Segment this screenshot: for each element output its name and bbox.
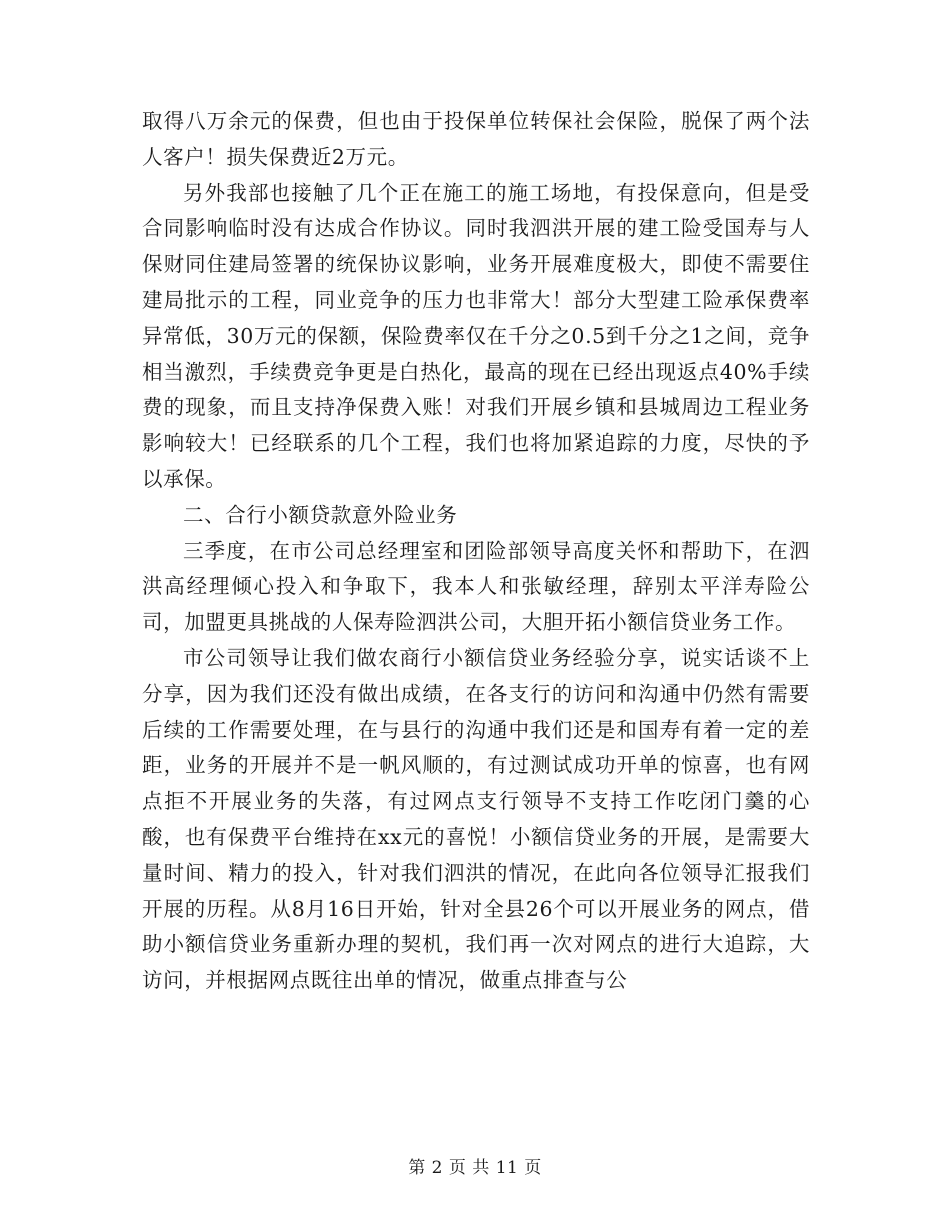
paragraph-2: 另外我部也接触了几个正在施工的施工场地，有投保意向，但是受合同影响临时没有达成合作协议。同时我泗洪开展的建工险受国寿与人保财同住建局签署的统保协议影响，业务开展难度极大，即使不需要住建局批示的工程，同业竞争的压力也非常大！部分大型建工险承保费率异常低，30万元的保额，保险费率仅在千分之0.5到千分之1之间，竞争相当激烈，手续费竞争更是白热化，最高的现在已经出现返点40%手续费的现象，而且支持净保费入账！对我们开展乡镇和县城周边工程业务影响较大！已经联系的几个工程，我们也将加紧追踪的力度，尽快的予以承保。	[142, 180, 810, 491]
section-heading: 二、合行小额贷款意外险业务	[183, 502, 458, 527]
page-footer: 第 2 页 共 11 页	[408, 1158, 542, 1178]
paragraph-4: 市公司领导让我们做农商行小额信贷业务经验分享，说实话谈不上分享，因为我们还没有做出成绩，在各支行的访问和沟通中仍然有需要后续的工作需要处理，在与县行的沟通中我们还是和国寿有着一定的差距，业务的开展并不是一帆风顺的，有过测试成功开单的惊喜，也有网点拒不开展业务的失落，有过网点支行领导不支持工作吃闭门羹的心酸，也有保费平台维持在xx元的喜悦！小额信贷业务的开展，是需要大量时间、精力的投入，针对我们泗洪的情况，在此向各位领导汇报我们开展的历程。从8月16日开始，针对全县26个可以开展业务的网点，借助小额信贷业务重新办理的契机，我们再一次对网点的进行大追踪，大访问，并根据网点既往出单的情况，做重点排查与公	[142, 645, 810, 993]
paragraph-3: 三季度，在市公司总经理室和团险部领导高度关怀和帮助下，在泗洪高经理倾心投入和争取下，我本人和张敏经理，辞别太平洋寿险公司，加盟更具挑战的人保寿险泗洪公司，大胆开拓小额信贷业务工作。	[142, 538, 810, 635]
document-body	[142, 104, 810, 999]
paragraph-1: 取得八万余元的保费，但也由于投保单位转保社会保险，脱保了两个法人客户！损失保费近2万元。	[142, 109, 810, 169]
